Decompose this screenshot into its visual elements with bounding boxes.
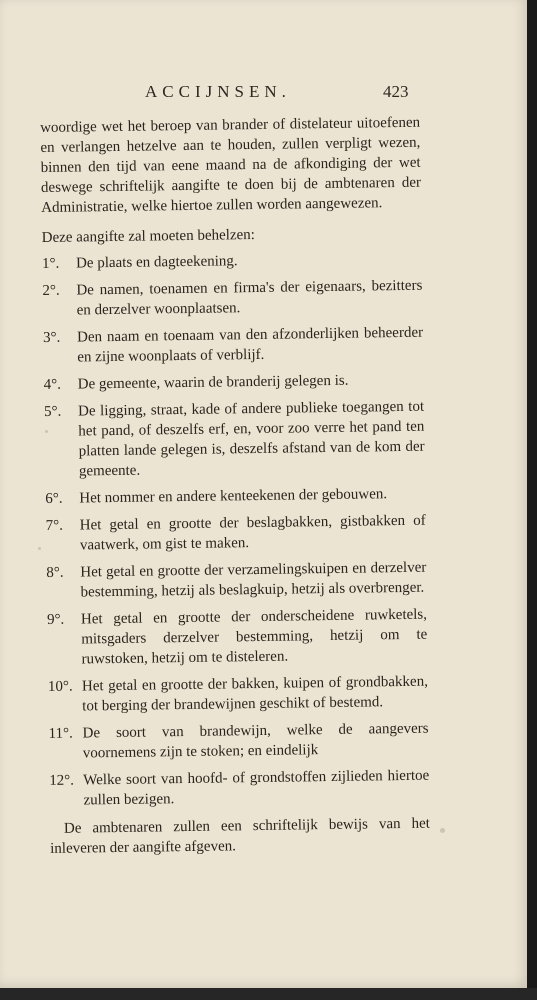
list-item bbox=[46, 511, 427, 556]
lead-paragraph: woordige wet het beroep van brander of distelateur uitoefenen en verlangen hetzelve aan te houden, zullen verpligt wezen, binnen den tijd van eene maand na de afkondiging der wet deswege schriftelijk aangifte te doen bij de ambtenaren der Administratie, welke hiertoe zullen worden aangewezen. bbox=[40, 114, 422, 216]
page-number: 423 bbox=[383, 82, 409, 101]
item-number: 5°. bbox=[43, 403, 62, 420]
list-item bbox=[44, 370, 424, 395]
list-item bbox=[44, 397, 425, 482]
item-number: 12°. bbox=[49, 772, 75, 789]
item-number: 8°. bbox=[46, 564, 64, 581]
item-number: 11°. bbox=[48, 725, 73, 742]
intro-line: Deze aangifte zal moeten behelzen: bbox=[41, 227, 255, 246]
paper-blemish bbox=[38, 547, 41, 550]
item-text: De ligging, straat, kade of andere publieke toegangen tot het pand, of deszelfs erf, en, voor zoo verre het pand ten platten lande gelegen is, deszelfs afstand van de kom der gemeente. bbox=[77, 398, 425, 480]
item-text: De gemeente, waarin de branderij gelegen is. bbox=[77, 372, 349, 393]
page-edge-shadow bbox=[527, 0, 537, 1000]
item-text: Welke soort van hoofd- of grondstoffen zijlieden hiertoe zullen bezigen. bbox=[83, 767, 430, 809]
item-number: 6°. bbox=[45, 490, 63, 507]
item-number: 2°. bbox=[42, 282, 60, 299]
list-item bbox=[47, 605, 428, 670]
item-number: 4°. bbox=[43, 376, 62, 393]
list-item bbox=[48, 672, 429, 717]
item-text: Den naam en toenaam van den afzonderlijken beheerder en zijne woonplaats of verblijf. bbox=[76, 324, 424, 366]
item-number: 1°. bbox=[41, 255, 60, 272]
header-title: ACCIJNSEN. bbox=[145, 82, 291, 101]
list-item bbox=[43, 323, 424, 368]
item-text: Het getal en grootte der verzamelingskuipen en derzelver bestemming, hetzij als beslagkuip, hetzij als overbrenger. bbox=[80, 559, 427, 601]
closing-paragraph: De ambtenaren zullen een schriftelijk bewijs van het inleveren der aangifte afgeven. bbox=[50, 815, 431, 857]
page-edge-shadow bbox=[0, 988, 537, 1000]
list-item bbox=[42, 249, 422, 274]
item-text: Het getal en grootte der onderscheidene ruwketels, mitsgaders derzelver bestemming, hetzij om te ruwstoken, hetzij om te disteleren. bbox=[80, 606, 428, 668]
item-text: De namen, toenamen en firma's der eigenaars, bezitters en derzelver woonplaatsen. bbox=[76, 277, 423, 319]
item-number: 10°. bbox=[47, 678, 73, 695]
paper-blemish bbox=[45, 430, 48, 433]
list-item bbox=[48, 719, 429, 764]
item-number: 3°. bbox=[42, 329, 61, 346]
item-text: Het getal en grootte der beslagbakken, gistbakken of vaatwerk, om gist te maken. bbox=[79, 512, 426, 554]
paper-blemish bbox=[440, 828, 445, 833]
item-text: Het nommer en andere kenteekenen der gebouwen. bbox=[79, 486, 388, 507]
page-text bbox=[40, 113, 430, 859]
running-header bbox=[0, 82, 527, 106]
item-number: 7°. bbox=[45, 517, 64, 534]
list-item bbox=[46, 558, 427, 603]
item-number: 9°. bbox=[46, 611, 65, 628]
list-item bbox=[42, 276, 423, 321]
item-text: Het getal en grootte der bakken, kuipen of grondbakken, tot berging der brandewijnen geschikt of bestemd. bbox=[81, 673, 429, 715]
list-item bbox=[49, 766, 430, 811]
item-text: De soort van brandewijn, welke de aangevers voornemens zijn te stoken; en eindelijk bbox=[82, 720, 429, 762]
list-item bbox=[45, 484, 425, 509]
item-text: De plaats en dagteekening. bbox=[75, 253, 238, 272]
